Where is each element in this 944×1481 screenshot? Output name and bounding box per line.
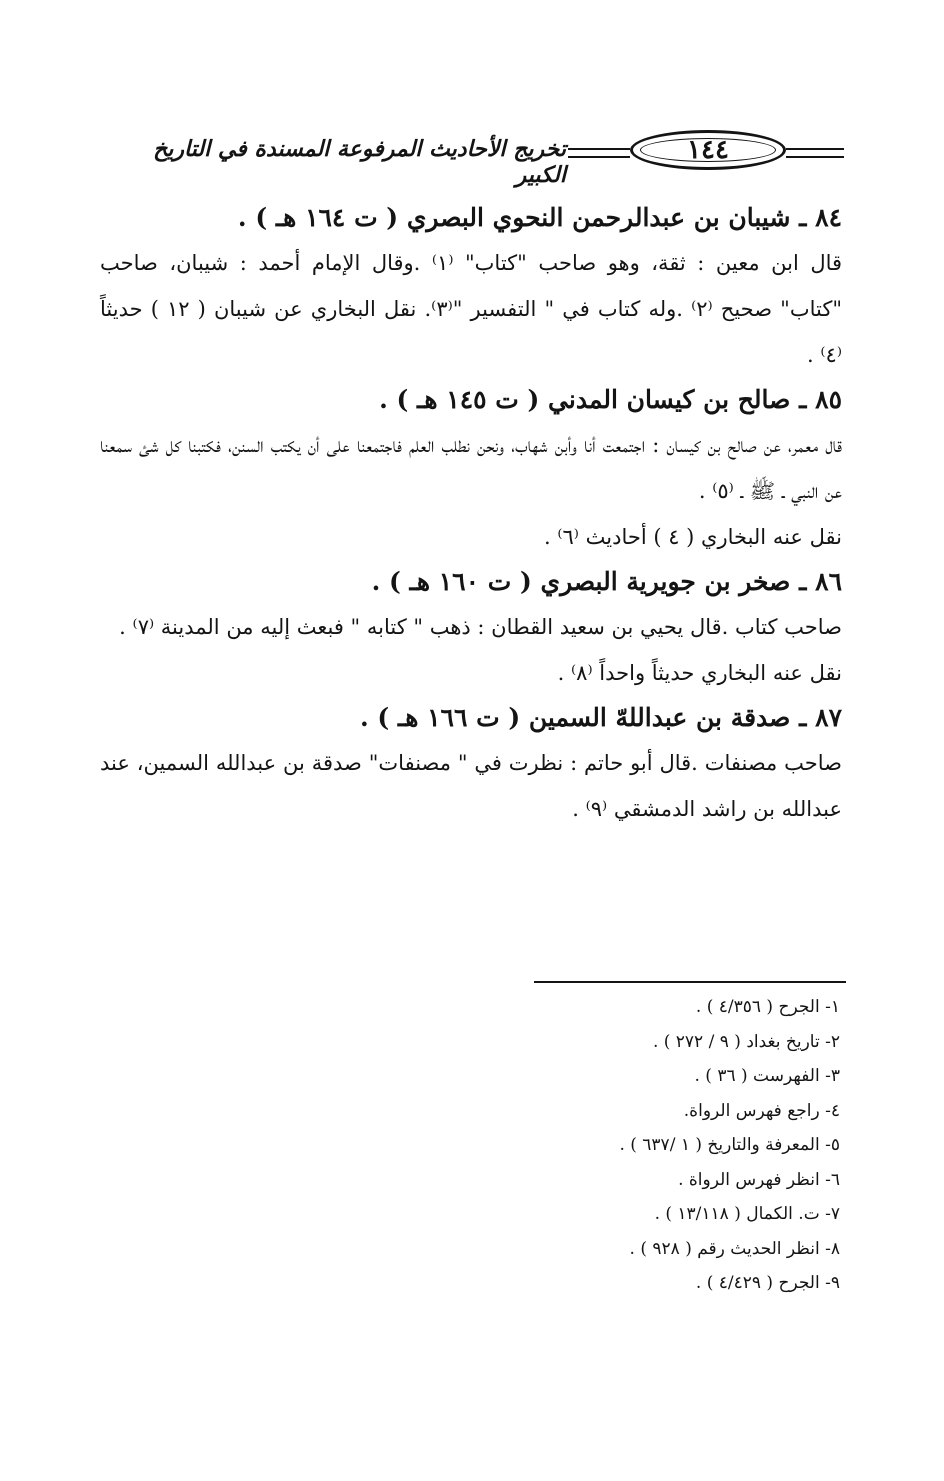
entry-paragraph: نقل عنه البخاري حديثاً واحداً ⁽٨⁾ . [557,661,842,685]
entry-85 [100,378,842,560]
footnote-item: ٧- ت. الكمال ( ١٣/١١٨ ) . [654,1204,840,1224]
footnote-item: ٢- تاريخ بغداد ( ٩ / ٢٧٢ ) . [652,1031,840,1052]
footnote-separator [534,981,846,983]
entry-heading: ٨٧ ـ صدقة بن عبداللهّ السمين ( ت ١٦٦ هـ ) . [359,703,842,732]
page-header [96,130,844,188]
footnote-item: ٤- راجع فهرس الرواة. [683,1100,840,1121]
footnote-item: ٣- الفهرست ( ٣٦ ) . [694,1066,840,1086]
footnote-item: ٨- انظر الحديث رقم ( ٩٢٨ ) . [629,1238,840,1259]
entry-heading: ٨٤ ـ شيبان بن عبدالرحمن النحوي البصري ( ت ١٦٤ هـ ) . [237,203,842,232]
entry-86 [100,560,842,696]
header-rule [568,148,630,158]
page-body [100,196,842,832]
header-rule [786,148,844,158]
entry-87 [100,696,842,832]
entry-84 [100,196,842,378]
footnote-item: ١- الجرح ( ٤/٣٥٦ ) . [695,997,840,1017]
entry-heading: ٨٦ ـ صخر بن جويرية البصري ( ت ١٦٠ هـ ) . [371,567,842,596]
footnotes [400,990,840,1301]
book-title: تخريج الأحاديث المرفوعة المسندة في التاريخ الكبير [153,136,566,188]
footnote-item: ٩- الجرح ( ٤/٤٢٩ ) . [695,1273,840,1293]
entry-heading: ٨٥ ـ صالح بن كيسان المدني ( ت ١٤٥ هـ ) . [379,385,842,414]
footnote-item: ٦- انظر فهرس الرواة . [678,1169,840,1190]
entry-paragraph: صاحب مصنفات .قال أبو حاتم : نظرت في " مصنفات" صدقة بن عبدالله السمين، عند عبدالله بن راشد الدمشقي ⁽٩⁾ . [100,751,842,821]
entry-paragraph: صاحب كتاب .قال يحيي بن سعيد القطان : ذهب " كتابه " فبعث إليه من المدينة ⁽٧⁾ . [119,615,842,639]
page-number-frame [630,130,786,170]
page-number: ١٤٤ [687,135,729,165]
entry-paragraph: قال ابن معين : ثقة، وهو صاحب "كتاب" ⁽١⁾ .وقال الإمام أحمد : شيبان، صاحب "كتاب" صحيح ⁽٢⁾ .وله كتاب في " التفسير "⁽٣⁾. نقل البخاري عن شيبان ( ١٢ ) حديثاً ⁽٤⁾ . [100,251,843,367]
entry-paragraph: قال معمر، عن صالح بن كيسان : اجتمعت أنا وأبن شهاب، ونحن نطلب العلم فاجتمعنا على أن يكتب السنن، فكتبنا كل شئ سمعنا عن النبي ـ ﷺ ـ ⁽٥⁾ . [100,433,842,503]
entry-paragraph: نقل عنه البخاري ( ٤ ) أحاديث ⁽٦⁾ . [544,525,842,549]
footnote-item: ٥- المعرفة والتاريخ ( ١ /٦٣٧ ) . [619,1135,840,1155]
